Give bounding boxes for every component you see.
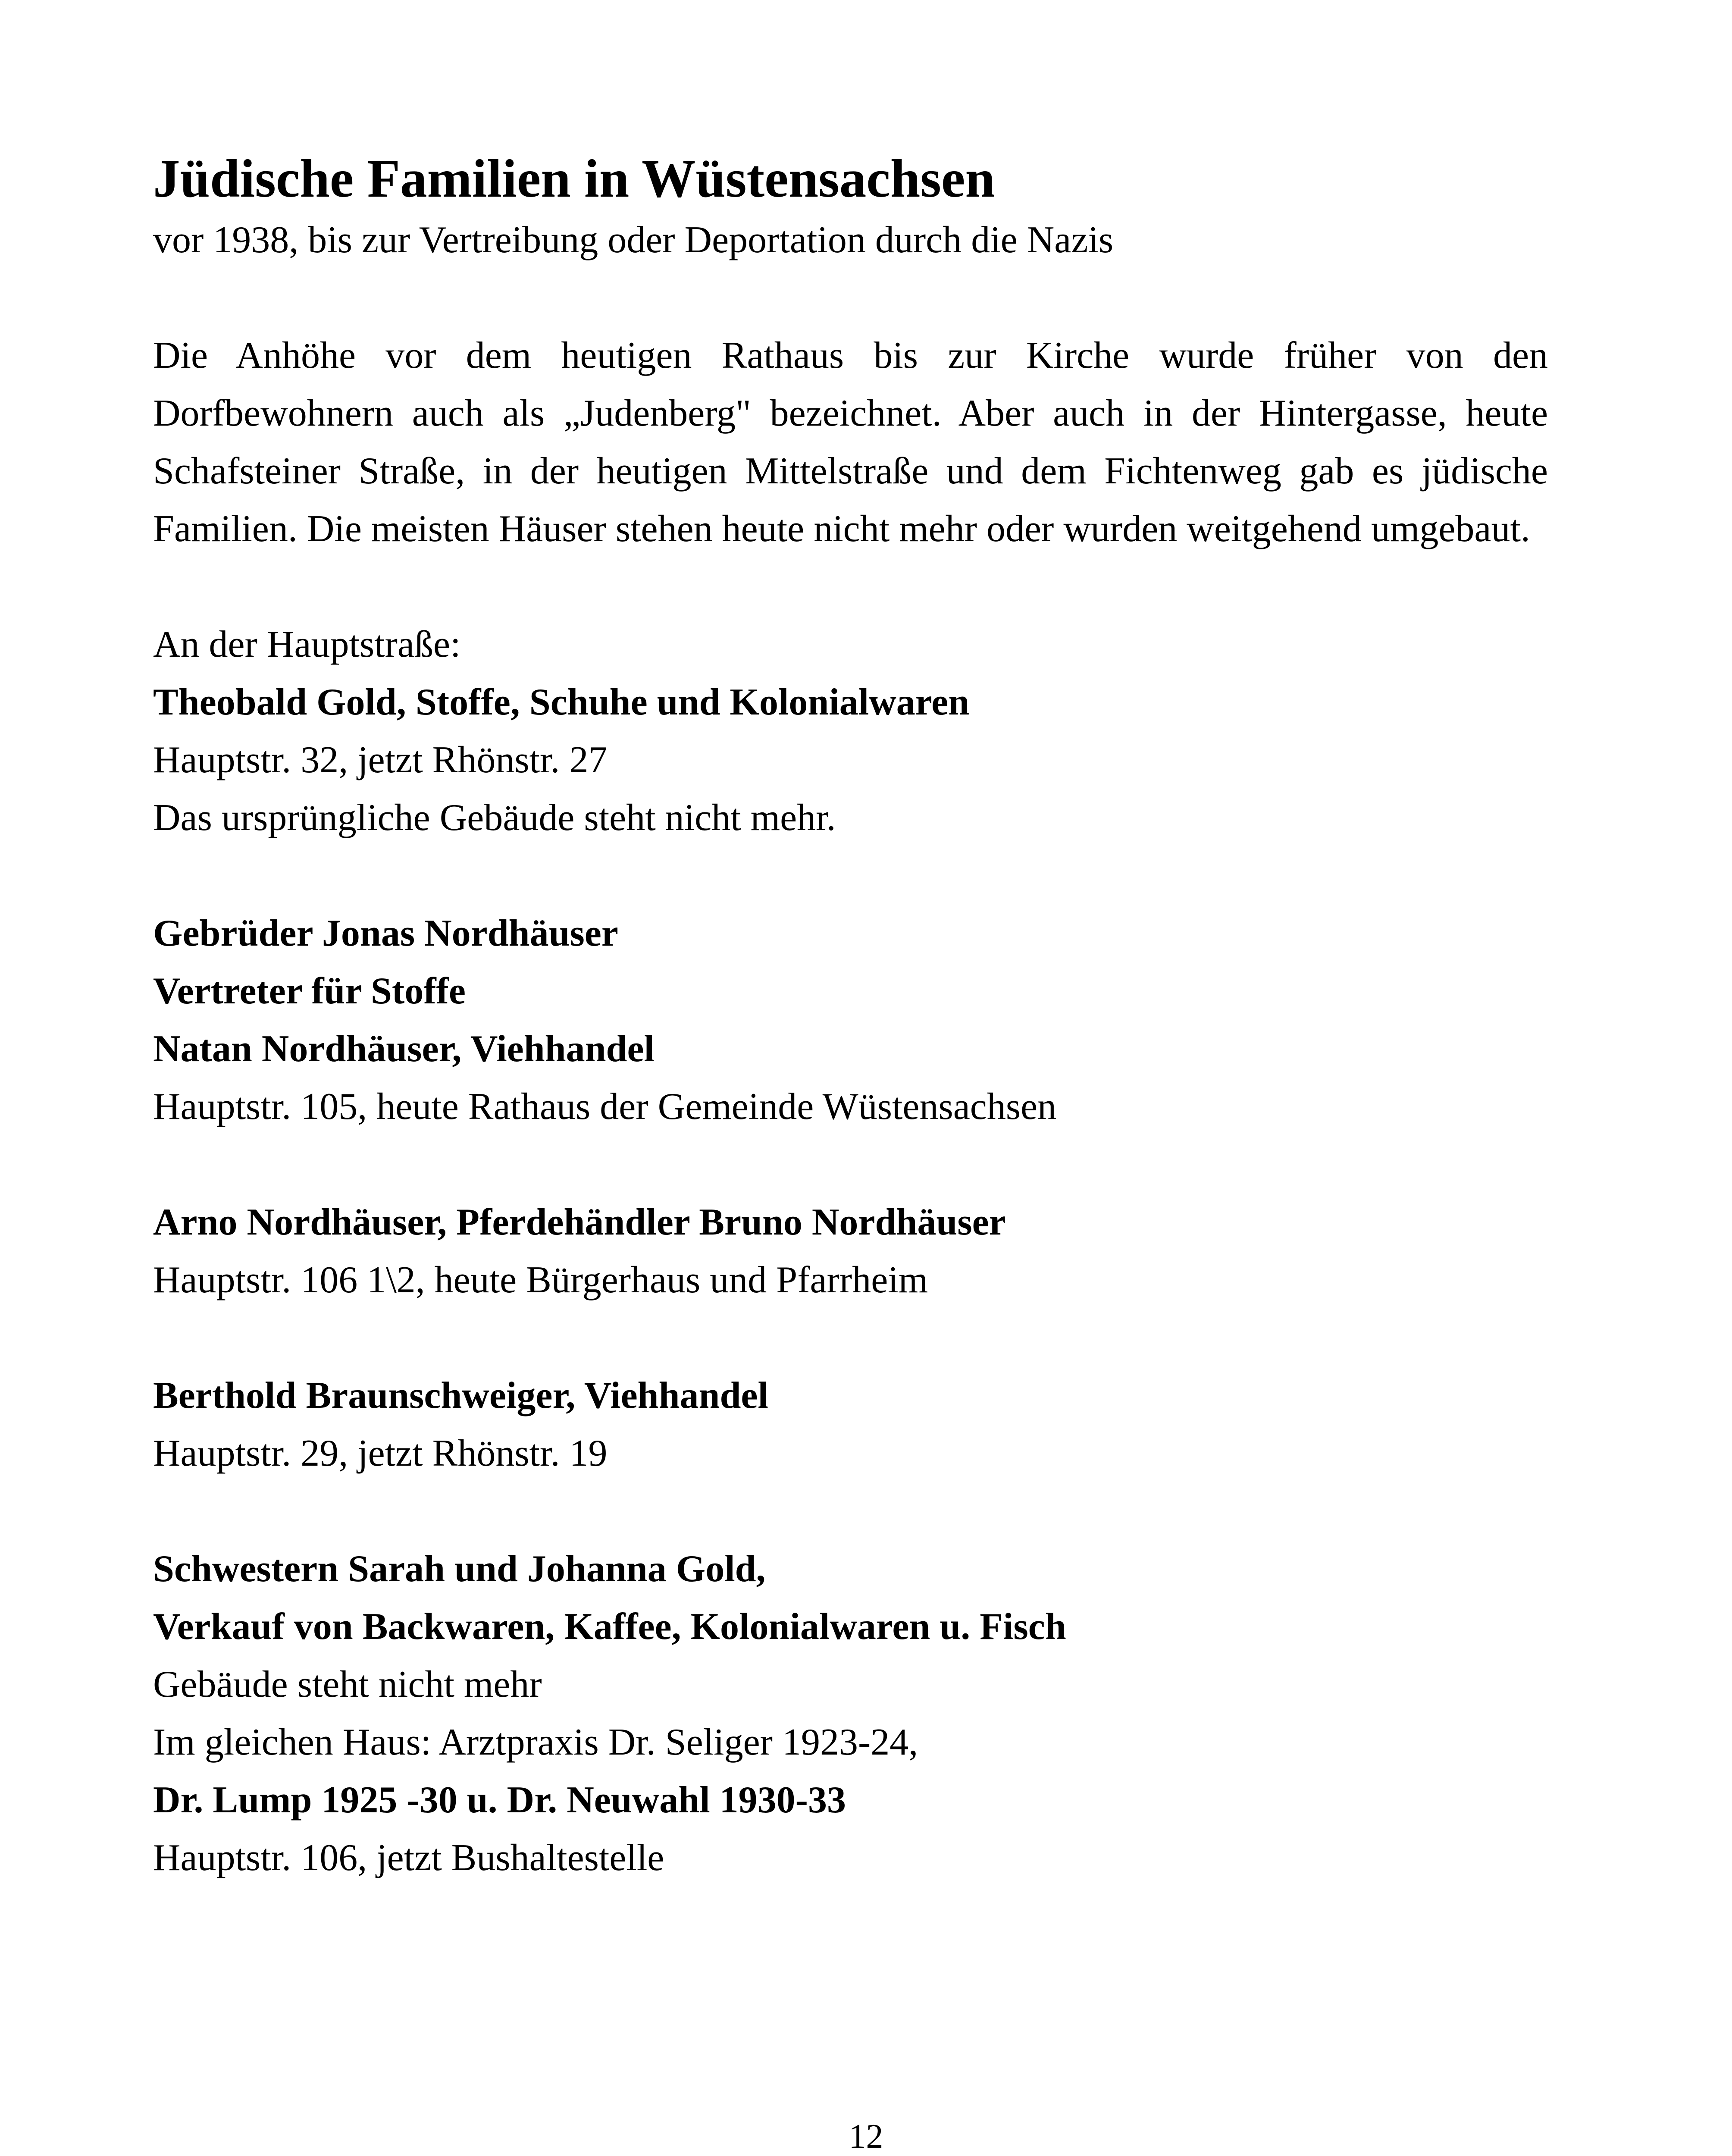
spacer bbox=[153, 558, 1548, 616]
page-number: 12 bbox=[849, 2118, 883, 2156]
intro-paragraph: Die Anhöhe vor dem heutigen Rathaus bis zur Kirche wurde früher von den Dorfbewohnern auch als „Judenberg" bezeichnet. Aber auch in der Hintergasse, heute Schafsteiner Straße, in der heutigen Mittelstraße und dem Fichtenweg gab es jüdische Familien. Die meisten Häuser stehen heute nicht mehr oder wurden weitgehend umgebaut. bbox=[153, 335, 1548, 550]
document-page bbox=[153, 147, 1548, 1887]
entry-name: Dr. Lump 1925 -30 u. Dr. Neuwahl 1930-33 bbox=[153, 1779, 846, 1821]
entry-address: Hauptstr. 29, jetzt Rhönstr. 19 bbox=[153, 1432, 608, 1474]
entry-name: Gebrüder Jonas Nordhäuser bbox=[153, 912, 618, 954]
entry-address: Hauptstr. 106 1\2, heute Bürgerhaus und Pfarrheim bbox=[153, 1259, 928, 1301]
section-heading: An der Hauptstraße: bbox=[153, 624, 461, 665]
entry-name: Berthold Braunschweiger, Viehhandel bbox=[153, 1375, 768, 1416]
spacer bbox=[153, 1482, 1548, 1540]
entry-berthold-braunschweiger bbox=[153, 1367, 1548, 1482]
entry-address: Hauptstr. 106, jetzt Bushaltestelle bbox=[153, 1837, 664, 1879]
page-subtitle: vor 1938, bis zur Vertreibung oder Deportation durch die Nazis bbox=[153, 219, 1114, 261]
entry-name: Theobald Gold, Stoffe, Schuhe und Kolonialwaren bbox=[153, 681, 970, 723]
entry-arno-nordhaeuser bbox=[153, 1194, 1548, 1309]
spacer bbox=[153, 847, 1548, 905]
entry-schwestern-gold bbox=[153, 1540, 1548, 1887]
spacer bbox=[153, 1309, 1548, 1367]
entry-note: Gebäude steht nicht mehr bbox=[153, 1664, 542, 1705]
entry-address: Hauptstr. 32, jetzt Rhönstr. 27 bbox=[153, 739, 608, 781]
spacer bbox=[153, 1136, 1548, 1194]
entry-note: Im gleichen Haus: Arztpraxis Dr. Seliger 1923-24, bbox=[153, 1721, 918, 1763]
entry-theobald-gold bbox=[153, 674, 1548, 847]
entry-name: Schwestern Sarah und Johanna Gold, bbox=[153, 1548, 766, 1590]
entry-trade: Verkauf von Backwaren, Kaffee, Kolonialwaren u. Fisch bbox=[153, 1606, 1066, 1648]
entry-address: Hauptstr. 105, heute Rathaus der Gemeinde Wüstensachsen bbox=[153, 1086, 1057, 1128]
page-title: Jüdische Familien in Wüstensachsen bbox=[153, 149, 995, 209]
entry-note: Das ursprüngliche Gebäude steht nicht mehr. bbox=[153, 797, 836, 839]
entry-name: Natan Nordhäuser, Viehhandel bbox=[153, 1028, 655, 1070]
entry-jonas-nordhaeuser bbox=[153, 905, 1548, 1136]
entry-trade: Vertreter für Stoffe bbox=[153, 970, 466, 1012]
entry-name: Arno Nordhäuser, Pferdehändler Bruno Nordhäuser bbox=[153, 1201, 1006, 1243]
